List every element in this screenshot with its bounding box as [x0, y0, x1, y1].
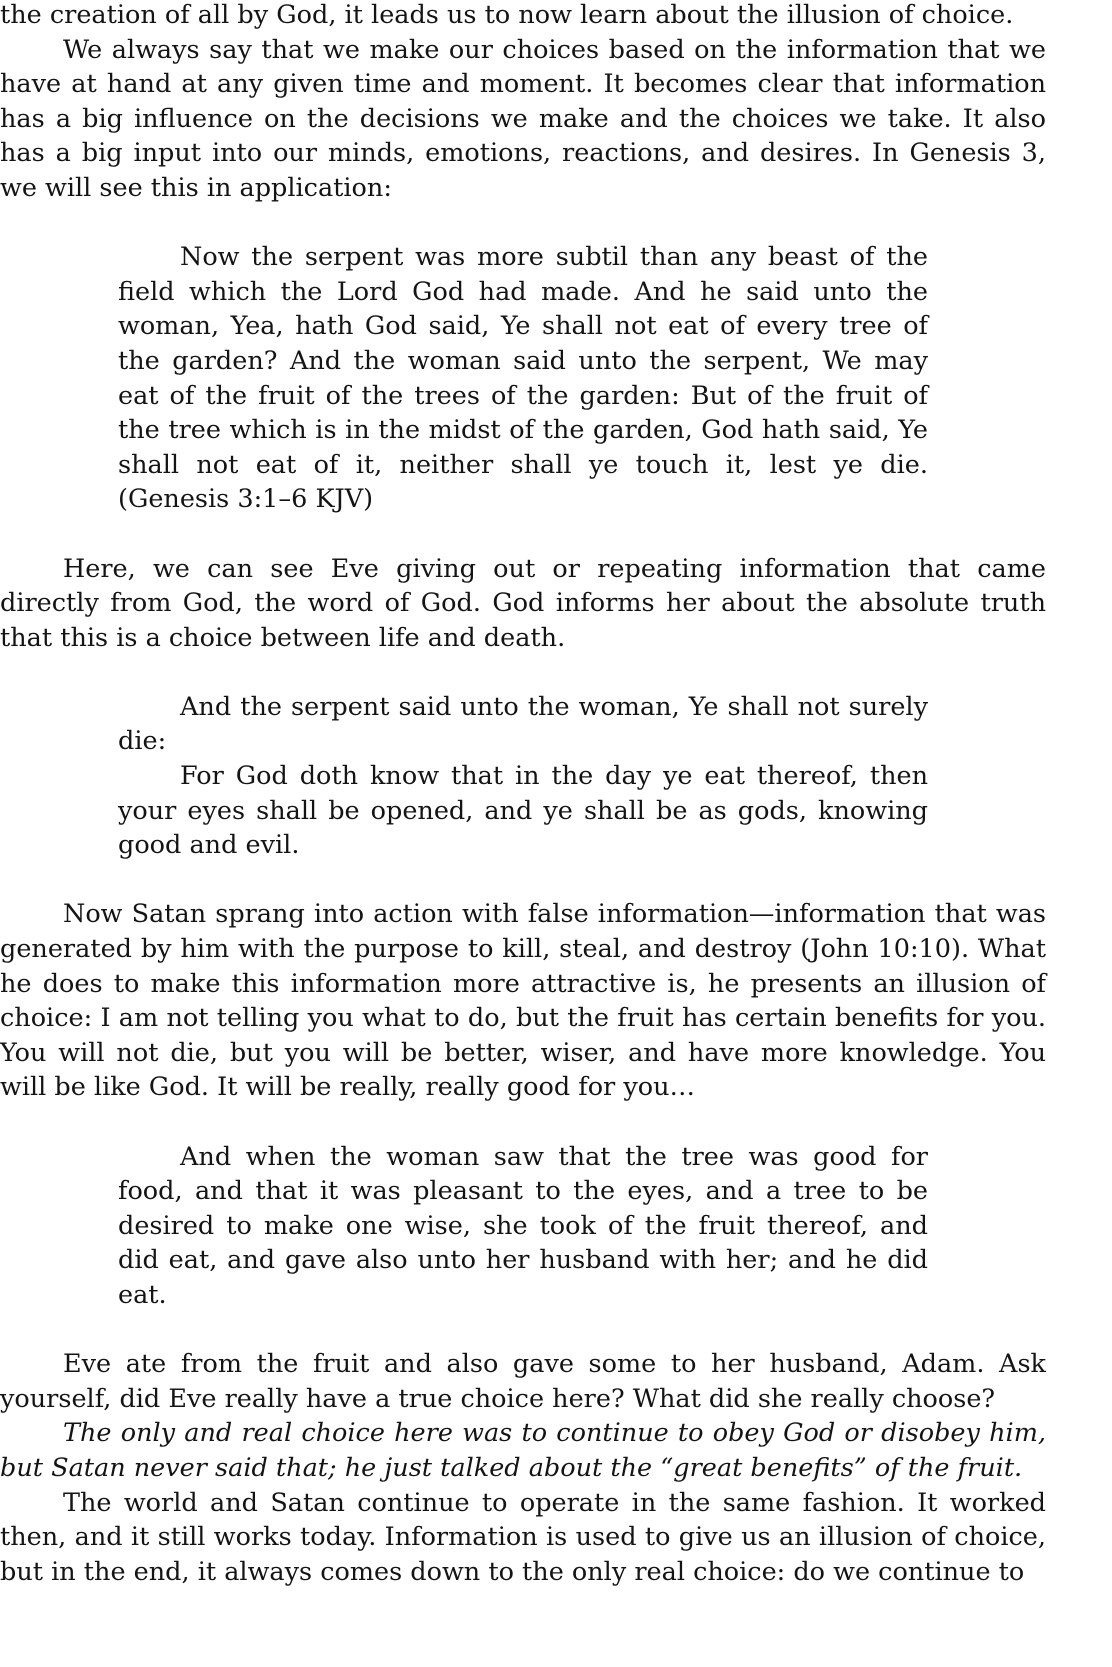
- paragraph-satan-false-information: Now Satan sprang into action with false information—information that was generated by him with the purpose to kill, steal, and destroy (John 10:10). What he does to make this information more attractive is, he presents an illusion of choice: I am not telling you what to do, but the fruit has certain benefits for you. You will not die, but you will be better, wiser, and have more knowledge. You will be like God. It will be really, really good for you…: [0, 899, 1046, 1103]
- quote-text-tree-good-for-food: And when the woman saw that the tree was good for food, and that it was pleasant to the eyes, and a tree to be desired to make one wise, she took of the fruit thereof, and did eat, and gave also unto her husband with her; and he did eat.: [118, 1141, 928, 1310]
- paragraph-eve-repeating: Here, we can see Eve giving out or repeating information that came directly from God, the word of God. God informs her about the absolute truth that this is a choice between life and death.: [0, 553, 1046, 653]
- paragraph-world-and-satan: The world and Satan continue to operate in the same fashion. It worked then, and it still works today. Information is used to give us an illusion of choice, but in the end, it always comes down to the only real choice: do we continue to: [0, 1487, 1046, 1587]
- paragraph-eve-ate: Eve ate from the fruit and also gave some to her husband, Adam. Ask yourself, did Eve really have a true choice here? What did she really choose?: [0, 1349, 1046, 1414]
- quote-text-not-surely-die: And the serpent said unto the woman, Ye shall not surely die:: [118, 691, 928, 757]
- paragraph-only-real-choice: The only and real choice here was to continue to obey God or disobey him, but Satan never said that; he just talked about the “great benefits” of the fruit.: [0, 1418, 1046, 1483]
- paragraph-continuation: the creation of all by God, it leads us to now learn about the illusion of choice.: [0, 0, 1014, 30]
- paragraph-information-choices: We always say that we make our choices based on the information that we have at hand at any given time and moment. It becomes clear that information has a big influence on the decisions we make and the choices we take. It also has a big input into our minds, emotions, reactions, and desires. In Genesis 3, we will see this in application:: [0, 34, 1046, 203]
- quote-text-eyes-opened: For God doth know that in the day ye eat thereof, then your eyes shall be opened, and ye shall be as gods, knowing good and evil.: [118, 761, 928, 861]
- block-quote-serpent-said: [118, 690, 928, 863]
- quote-text-serpent-subtil: Now the serpent was more subtil than any beast of the field which the Lord God had made. And he said unto the woman, Yea, hath God said, Ye shall not eat of every tree of the garden? And the woman said unto the serpent, We may eat of the fruit of the trees of the garden: But of the fruit of the tree which is in the midst of the garden, God hath said, Ye shall not eat of it, neither shall ye touch it, lest ye die. (Genesis 3:1–6 KJV): [118, 242, 928, 515]
- block-quote-genesis-3-1: [118, 240, 928, 517]
- block-quote-woman-saw: [118, 1140, 928, 1313]
